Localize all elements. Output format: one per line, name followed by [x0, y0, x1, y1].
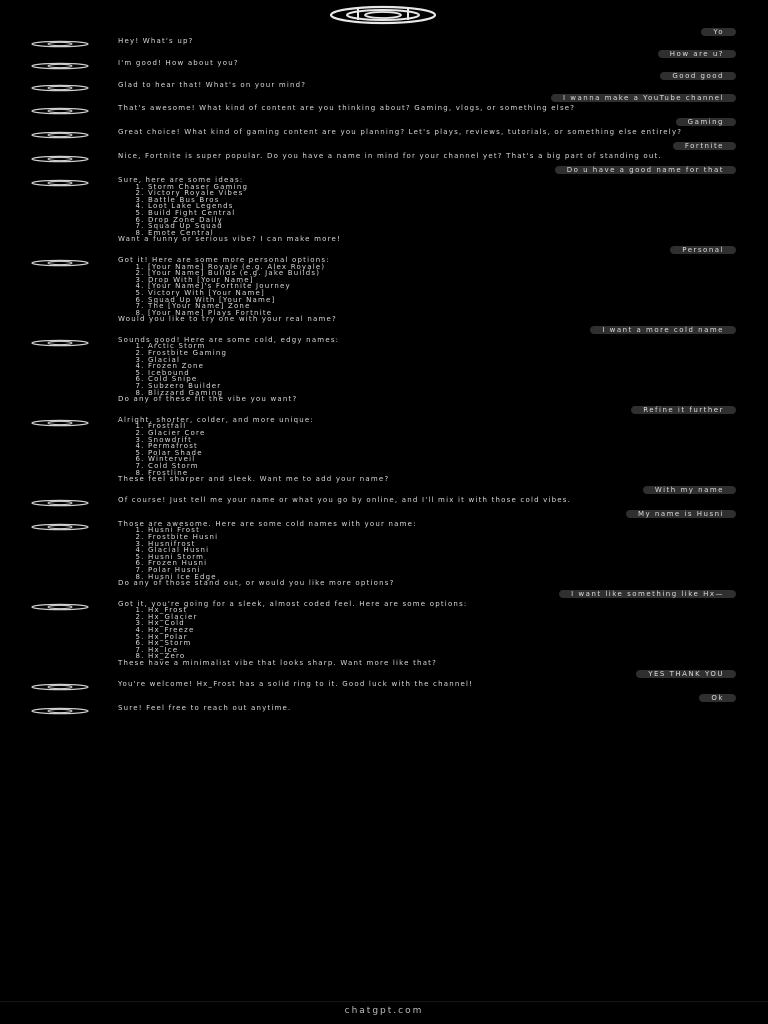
assistant-avatar-icon — [30, 131, 90, 139]
assistant-message-row — [0, 521, 768, 587]
assistant-message-text — [118, 417, 708, 483]
suggestion-item: 4. Permafrost — [148, 443, 708, 450]
assistant-avatar-icon — [30, 339, 90, 347]
user-message-row — [0, 326, 768, 334]
assistant-message-row — [0, 129, 768, 139]
assistant-message-text — [118, 105, 708, 112]
assistant-message-followup: Do any of those stand out, or would you like more options? — [118, 579, 395, 588]
assistant-message-paragraph: Of course! Just tell me your name or what you go by online, and I'll mix it with those cold vibes. — [118, 495, 572, 504]
assistant-avatar-icon — [30, 683, 90, 691]
assistant-message-text — [118, 38, 708, 45]
assistant-message-paragraph: Those are awesome. Here are some cold names with your name: — [118, 519, 417, 528]
user-message-bubble: Do u have a good name for that — [555, 166, 736, 174]
suggestion-item: 8. Frostline — [148, 470, 708, 477]
user-message-bubble: Fortnite — [673, 142, 736, 150]
assistant-avatar-icon — [30, 179, 90, 187]
suggestion-item: 1. Husni Frost — [148, 527, 708, 534]
user-message-row — [0, 406, 768, 414]
assistant-message-followup: These have a minimalist vibe that looks sharp. Want more like that? — [118, 659, 438, 668]
assistant-message-text — [118, 681, 708, 688]
assistant-message-row — [0, 105, 768, 115]
assistant-message-paragraph: I'm good! How about you? — [118, 59, 239, 67]
suggestion-item: 4. Loot Lake Legends — [148, 203, 708, 210]
user-message-bubble: Ok — [699, 694, 736, 702]
assistant-avatar-icon — [30, 84, 90, 92]
assistant-message-paragraph: Sure! Feel free to reach out anytime. — [118, 703, 292, 712]
user-message-bubble: I want like something like Hx— — [559, 590, 736, 598]
user-message-bubble: I want a more cold name — [590, 326, 736, 334]
suggestion-item: 8. Husni Ice Edge — [148, 574, 708, 581]
assistant-message-row — [0, 153, 768, 163]
assistant-avatar-icon — [30, 107, 90, 115]
suggestion-item: 6. Drop Zone Daily — [148, 217, 708, 224]
user-message-row — [0, 50, 768, 58]
suggestion-item: 1. [Your Name] Royale (e.g. Alex Royale) — [148, 264, 708, 271]
assistant-message-row — [0, 82, 768, 92]
assistant-message-row — [0, 177, 768, 243]
assistant-message-row — [0, 257, 768, 323]
suggestion-item: 8. Blizzard Gaming — [148, 390, 708, 397]
assistant-avatar-icon — [30, 523, 90, 531]
suggestion-item: 1. Hx_Frost — [148, 607, 708, 614]
suggestion-item: 5. Icebound — [148, 370, 708, 377]
user-message-bubble: How are u? — [658, 50, 736, 58]
user-message-row — [0, 94, 768, 102]
chat-thread[interactable] — [0, 28, 768, 1000]
suggestion-item: 7. Hx_Ice — [148, 647, 708, 654]
assistant-message-text — [118, 337, 708, 403]
suggestion-item: 4. Hx_Freeze — [148, 627, 708, 634]
assistant-message-text — [118, 705, 708, 712]
assistant-message-text — [118, 82, 708, 89]
suggestion-item: 3. Hx_Cold — [148, 620, 708, 627]
user-message-row — [0, 28, 768, 36]
assistant-message-paragraph: Sounds good! Here are some cold, edgy names: — [118, 335, 340, 344]
assistant-avatar-icon — [30, 62, 90, 70]
assistant-message-row — [0, 601, 768, 667]
assistant-avatar-icon — [30, 259, 90, 267]
suggestion-item: 8. Hx_Zero — [148, 653, 708, 660]
suggestion-item: 3. Husnifrost — [148, 541, 708, 548]
user-message-row — [0, 246, 768, 254]
assistant-avatar-icon — [30, 419, 90, 427]
user-message-bubble: Good good — [660, 72, 736, 80]
suggestion-item: 1. Storm Chaser Gaming — [148, 184, 708, 191]
assistant-message-paragraph: Nice, Fortnite is super popular. Do you have a name in mind for your channel yet? That's a big part of standing out. — [118, 152, 662, 160]
suggestion-item: 6. Hx_Storm — [148, 640, 708, 647]
assistant-message-text — [118, 129, 708, 136]
user-message-row — [0, 510, 768, 518]
assistant-message-text — [118, 60, 708, 67]
assistant-message-row — [0, 60, 768, 70]
suggestion-item: 4. [Your Name]'s Fortnite Journey — [148, 283, 708, 290]
assistant-message-followup: Do any of these fit the vibe you want? — [118, 395, 298, 404]
assistant-avatar-icon — [30, 155, 90, 163]
footer-divider — [0, 1001, 768, 1002]
suggestion-item: 2. [Your Name] Builds (e.g. Jake Builds) — [148, 270, 708, 277]
suggestion-item: 3. Glacial — [148, 357, 708, 364]
suggestion-item: 7. Subzero Builder — [148, 383, 708, 390]
suggestion-item: 2. Frostbite Husni — [148, 534, 708, 541]
assistant-suggestion-list — [118, 264, 708, 317]
suggestion-item: 3. Drop With [Your Name] — [148, 277, 708, 284]
user-message-row — [0, 72, 768, 80]
user-message-bubble: Refine it further — [631, 406, 736, 414]
suggestion-item: 7. Squad Up Squad — [148, 223, 708, 230]
assistant-message-paragraph: Got it! Here are some more personal options: — [118, 255, 330, 264]
chatgpt-logo-icon — [328, 5, 438, 25]
assistant-message-row — [0, 705, 768, 715]
suggestion-item: 5. Husni Storm — [148, 554, 708, 561]
assistant-message-followup: These feel sharper and sleek. Want me to add your name? — [118, 475, 390, 484]
user-message-row — [0, 486, 768, 494]
assistant-suggestion-list — [118, 423, 708, 476]
assistant-message-followup: Would you like to try one with your real name? — [118, 315, 337, 324]
assistant-message-text — [118, 521, 708, 587]
suggestion-item: 3. Battle Bus Bros — [148, 197, 708, 204]
suggestion-item: 8. [Your Name] Plays Fortnite — [148, 310, 708, 317]
user-message-row — [0, 166, 768, 174]
suggestion-item: 5. Hx_Polar — [148, 634, 708, 641]
assistant-suggestion-list — [118, 527, 708, 580]
suggestion-item: 7. Cold Storm — [148, 463, 708, 470]
assistant-message-followup: Want a funny or serious vibe? I can make more! — [118, 235, 342, 244]
suggestion-item: 6. Cold Snipe — [148, 376, 708, 383]
assistant-message-row — [0, 38, 768, 48]
assistant-message-paragraph: Hey! What's up? — [118, 37, 194, 45]
user-message-bubble: With my name — [643, 486, 736, 494]
suggestion-item: 2. Glacier Core — [148, 430, 708, 437]
assistant-message-row — [0, 681, 768, 691]
assistant-avatar-icon — [30, 707, 90, 715]
suggestion-item: 2. Hx_Glacier — [148, 614, 708, 621]
user-message-row — [0, 142, 768, 150]
user-message-row — [0, 694, 768, 702]
assistant-avatar-icon — [30, 603, 90, 611]
suggestion-item: 1. Frostfall — [148, 423, 708, 430]
suggestion-item: 4. Glacial Husni — [148, 547, 708, 554]
assistant-message-text — [118, 601, 708, 667]
suggestion-item: 6. Frozen Husni — [148, 560, 708, 567]
assistant-message-text — [118, 177, 708, 243]
suggestion-item: 8. Emote Central — [148, 230, 708, 237]
assistant-avatar-icon — [30, 40, 90, 48]
assistant-message-paragraph: Sure, here are some ideas: — [118, 176, 244, 184]
assistant-suggestion-list — [118, 343, 708, 396]
assistant-message-text — [118, 153, 708, 160]
footer-domain: chatgpt.com — [344, 1006, 424, 1016]
assistant-suggestion-list — [118, 607, 708, 660]
suggestion-item: 2. Frostbite Gaming — [148, 350, 708, 357]
assistant-message-text — [118, 257, 708, 323]
assistant-message-row — [0, 337, 768, 403]
user-message-bubble: I wanna make a YouTube channel — [551, 94, 736, 102]
assistant-message-paragraph: Got it, you're going for a sleek, almost coded feel. Here are some options: — [118, 599, 468, 608]
user-message-bubble: Gaming — [676, 118, 736, 126]
suggestion-item: 5. Victory With [Your Name] — [148, 290, 708, 297]
user-message-row — [0, 670, 768, 678]
assistant-suggestion-list — [118, 184, 708, 237]
assistant-avatar-icon — [30, 499, 90, 507]
assistant-message-row — [0, 497, 768, 507]
assistant-message-paragraph: That's awesome! What kind of content are you thinking about? Gaming, vlogs, or something else? — [118, 104, 576, 112]
assistant-message-paragraph: Alright, shorter, colder, and more unique: — [118, 415, 314, 424]
suggestion-item: 6. Winterveil — [148, 456, 708, 463]
suggestion-item: 7. Polar Husni — [148, 567, 708, 574]
assistant-message-text — [118, 497, 708, 504]
user-message-row — [0, 118, 768, 126]
suggestion-item: 1. Arctic Storm — [148, 343, 708, 350]
user-message-bubble: Yo — [701, 28, 736, 36]
suggestion-item: 7. The [Your Name] Zone — [148, 303, 708, 310]
suggestion-item: 4. Frozen Zone — [148, 363, 708, 370]
suggestion-item: 5. Build Fight Central — [148, 210, 708, 217]
assistant-message-paragraph: Great choice! What kind of gaming content are you planning? Let's plays, reviews, tutorials, or something else entirely? — [118, 128, 683, 136]
suggestion-item: 3. Snowdrift — [148, 437, 708, 444]
suggestion-item: 2. Victory Royale Vibes — [148, 190, 708, 197]
user-message-bubble: YES THANK YOU — [636, 670, 736, 678]
assistant-message-paragraph: You're welcome! Hx_Frost has a solid ring to it. Good luck with the channel! — [118, 679, 474, 688]
suggestion-item: 5. Polar Shade — [148, 450, 708, 457]
assistant-message-row — [0, 417, 768, 483]
user-message-bubble: Personal — [670, 246, 736, 254]
user-message-bubble: My name is Husni — [626, 510, 736, 518]
suggestion-item: 6. Squad Up With [Your Name] — [148, 297, 708, 304]
assistant-message-paragraph: Glad to hear that! What's on your mind? — [118, 81, 307, 89]
user-message-row — [0, 590, 768, 598]
